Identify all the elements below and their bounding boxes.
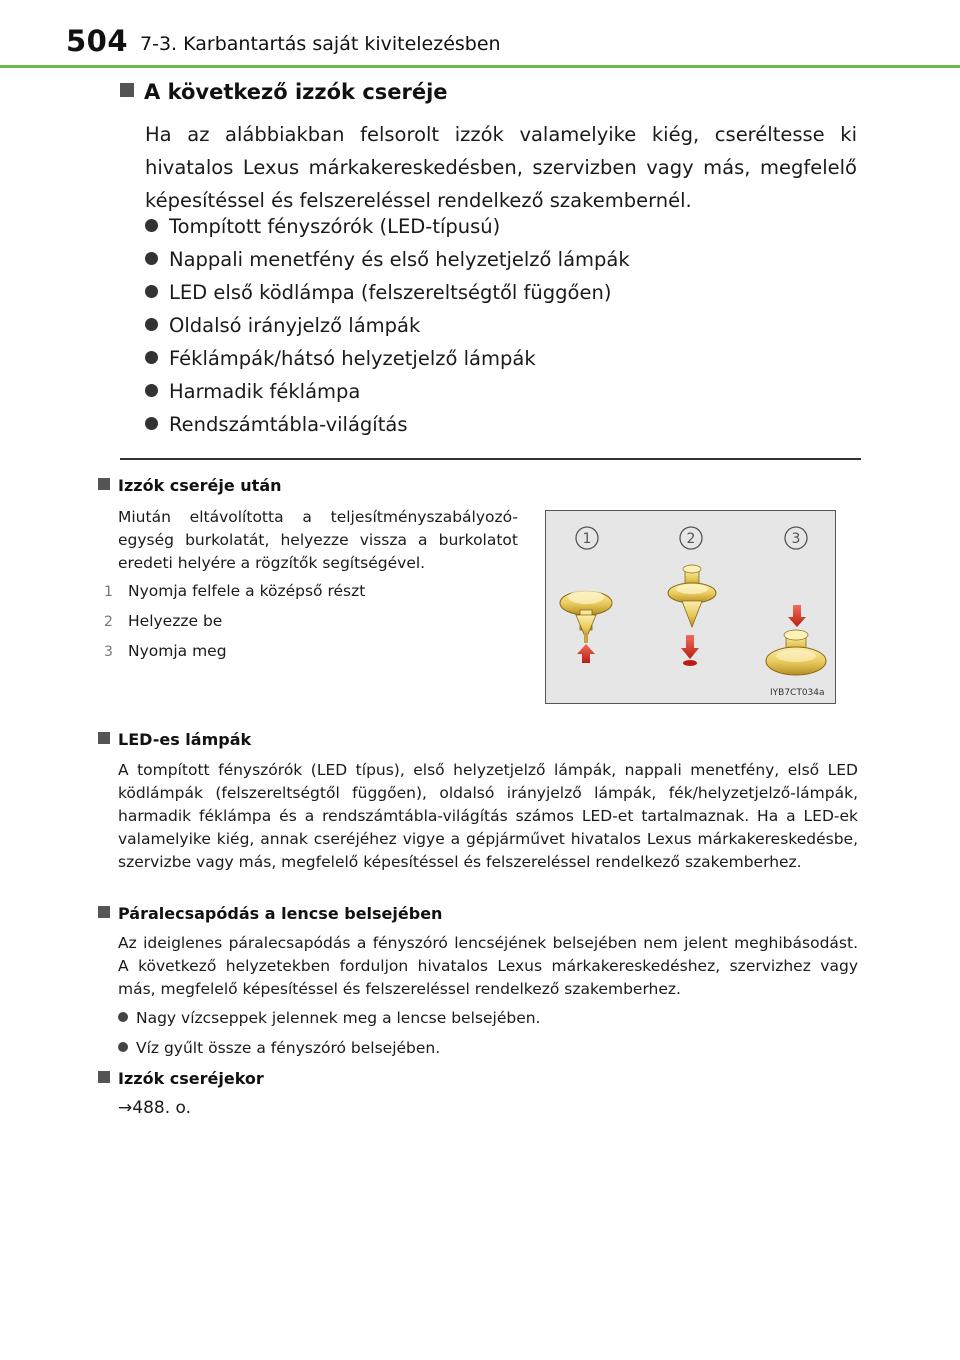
list-item-text: Víz gyűlt össze a fényszóró belsejében. bbox=[136, 1039, 441, 1057]
arrow-down-icon bbox=[788, 605, 806, 627]
step-text: Helyezze be bbox=[128, 612, 223, 630]
step-label-3 bbox=[785, 527, 807, 549]
main-intro: Ha az alábbiakban felsorolt izzók valamelyike kiég, cseréltesse ki hivatalos Lexus márkakereskedésben, szervizben vagy más, megfelelő képesítéssel és felszereléssel rendelkező szakembernél. bbox=[145, 123, 857, 212]
step-item bbox=[104, 642, 227, 660]
step-label-2 bbox=[680, 527, 702, 549]
step-label-3-text: 3 bbox=[791, 531, 801, 547]
bullet-dot-icon bbox=[118, 1012, 128, 1022]
step-item bbox=[104, 582, 365, 600]
led-lamps-heading bbox=[98, 730, 251, 749]
arrow-down-icon bbox=[681, 635, 699, 666]
condensation-text: Az ideiglenes páralecsapódás a fényszóró lencséjének belsejében nem jelent meghibásodást. A következő helyzetekben forduljon hivatalos Lexus márkakereskedéshez, szervizhez vagy más, megfelelő képesítéssel és felszereléssel rendelkező szakemberhez. bbox=[118, 934, 858, 998]
bullet-dot-icon bbox=[118, 1042, 128, 1052]
bulb-replacement-heading bbox=[98, 1069, 264, 1088]
step-label-2-text: 2 bbox=[686, 531, 696, 547]
step-item bbox=[104, 612, 222, 630]
list-item-text: Tompított fényszórók (LED-típusú) bbox=[169, 215, 501, 238]
square-bullet-icon bbox=[98, 732, 110, 744]
bullet-dot-icon bbox=[145, 318, 158, 331]
page-number: 504 bbox=[66, 24, 129, 58]
bullet-dot-icon bbox=[145, 351, 158, 364]
bullet-dot-icon bbox=[145, 417, 158, 430]
arrow-right-icon: → bbox=[118, 1098, 133, 1118]
after-replacement-heading bbox=[98, 476, 282, 495]
bullet-dot-icon bbox=[145, 219, 158, 232]
step-number: 1 bbox=[104, 584, 113, 600]
square-bullet-icon bbox=[98, 906, 110, 918]
page-header bbox=[0, 0, 960, 68]
bullet-dot-icon bbox=[145, 252, 158, 265]
bullet-dot-icon bbox=[145, 384, 158, 397]
step-text: Nyomja meg bbox=[128, 642, 227, 660]
page-reference-text: 488. o. bbox=[132, 1098, 192, 1118]
bullet-dot-icon bbox=[145, 285, 158, 298]
section-title: 7-3. Karbantartás saját kivitelezésben bbox=[140, 33, 501, 55]
list-item-text: Harmadik féklámpa bbox=[169, 380, 361, 403]
clip-illustration-svg bbox=[546, 511, 835, 703]
step-number: 2 bbox=[104, 614, 113, 630]
list-item bbox=[118, 1039, 440, 1057]
step-label-1 bbox=[576, 527, 598, 549]
list-item bbox=[145, 243, 630, 276]
bulb-replacement-heading-text: Izzók cseréjekor bbox=[118, 1069, 264, 1088]
clip-illustration bbox=[545, 510, 836, 704]
clip-2 bbox=[668, 565, 716, 627]
list-item bbox=[145, 375, 630, 408]
clip-3 bbox=[766, 630, 826, 675]
list-item bbox=[145, 408, 630, 441]
list-item-text: Oldalsó irányjelző lámpák bbox=[169, 314, 421, 337]
page-reference[interactable] bbox=[118, 1098, 191, 1118]
section-divider bbox=[120, 458, 861, 460]
step-number: 3 bbox=[104, 644, 113, 660]
bulb-list bbox=[145, 210, 630, 441]
main-heading bbox=[120, 80, 448, 104]
step-text: Nyomja felfele a középső részt bbox=[128, 582, 366, 600]
step-label-1-text: 1 bbox=[582, 531, 592, 547]
figure-code: IYB7CT034a bbox=[770, 688, 825, 698]
square-bullet-icon bbox=[98, 1071, 110, 1083]
arrow-up-icon bbox=[577, 644, 595, 663]
clip-1 bbox=[560, 590, 612, 643]
led-lamps-heading-text: LED-es lámpák bbox=[118, 730, 252, 749]
header-rule bbox=[0, 65, 960, 68]
after-replacement-text: Miután eltávolította a teljesítményszabályozó-egység burkolatát, helyezze vissza a burkolatot eredeti helyére a rögzítők segítségével. bbox=[118, 508, 518, 572]
condensation-heading-text: Páralecsapódás a lencse belsejében bbox=[118, 904, 443, 923]
after-replacement-heading-text: Izzók cseréje után bbox=[118, 476, 282, 495]
list-item bbox=[145, 276, 630, 309]
condensation-heading bbox=[98, 904, 442, 923]
square-bullet-icon bbox=[98, 478, 110, 490]
list-item bbox=[118, 1009, 540, 1027]
square-bullet-icon bbox=[120, 83, 134, 97]
list-item-text: Féklámpák/hátsó helyzetjelző lámpák bbox=[169, 347, 536, 370]
list-item bbox=[145, 210, 630, 243]
list-item bbox=[145, 342, 630, 375]
list-item-text: Nappali menetfény és első helyzetjelző lámpák bbox=[169, 248, 630, 271]
led-lamps-text: A tompított fényszórók (LED típus), első helyzetjelző lámpák, nappali menetfény, első LED ködlámpák (felszereltségtől függően), oldalsó irányjelző lámpák, fék/helyzetjelző-lámpák, harmadik féklámpa és a rendszámtábla-világítás számos LED-et tartalmaznak. Ha a LED-ek valamelyike kiég, annak cseréjéhez vigye a gépjárművet hivatalos Lexus márkakereskedésbe, szervizbe vagy más, megfelelő képesítéssel és felszereléssel rendelkező szakemberhez. bbox=[118, 761, 858, 871]
list-item-text: Nagy vízcseppek jelennek meg a lencse belsejében. bbox=[136, 1009, 541, 1027]
main-heading-text: A következő izzók cseréje bbox=[144, 80, 448, 104]
list-item-text: Rendszámtábla-világítás bbox=[169, 413, 408, 436]
list-item bbox=[145, 309, 630, 342]
list-item-text: LED első ködlámpa (felszereltségtől függően) bbox=[169, 281, 612, 304]
